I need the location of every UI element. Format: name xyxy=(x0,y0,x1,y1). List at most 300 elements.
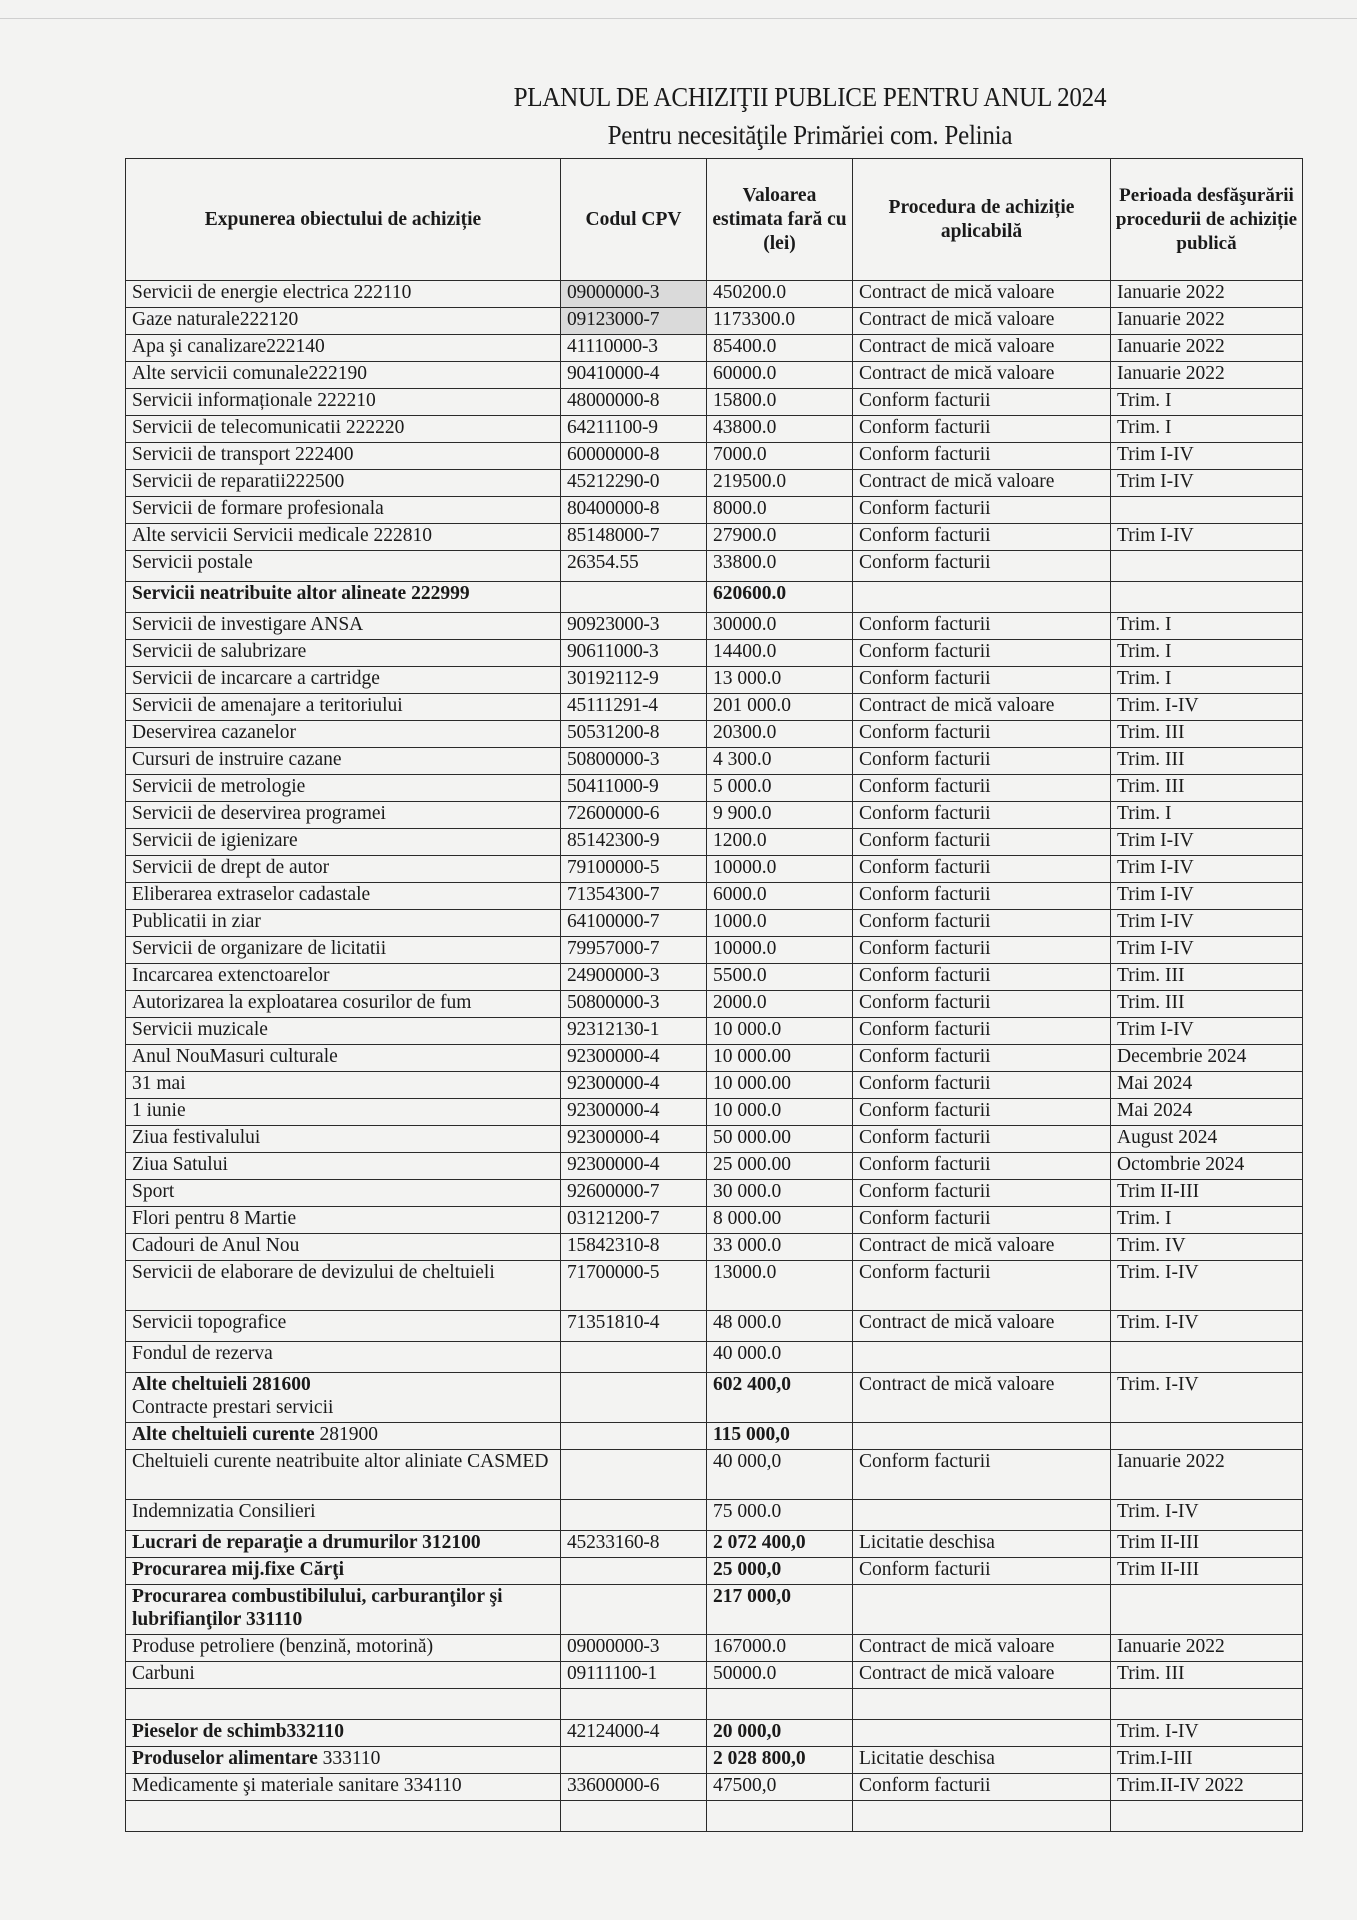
cell-obiect: 1 iunie xyxy=(126,1099,561,1126)
cell-valoare: 602 400,0 xyxy=(707,1373,853,1423)
table-row xyxy=(126,308,1303,335)
cell-valoare: 33800.0 xyxy=(707,551,853,582)
cell-procedura: Conform facturii xyxy=(853,551,1111,582)
cell-valoare: 15800.0 xyxy=(707,389,853,416)
cell-procedura: Conform facturii xyxy=(853,856,1111,883)
cell-valoare: 30 000.0 xyxy=(707,1180,853,1207)
cell-valoare: 7000.0 xyxy=(707,443,853,470)
cell-cpv: 92300000-4 xyxy=(561,1099,707,1126)
cell-procedura: Conform facturii xyxy=(853,883,1111,910)
document-subtitle: Pentru necesităţile Primăriei com. Pelinia xyxy=(607,120,1013,150)
table-row xyxy=(126,524,1303,551)
cell-cpv xyxy=(561,1747,707,1774)
table-row xyxy=(126,1747,1303,1774)
table-row xyxy=(126,470,1303,497)
cell-obiect: Alte servicii comunale222190 xyxy=(126,362,561,389)
cell-procedura: Conform facturii xyxy=(853,1153,1111,1180)
cell-procedura: Conform facturii xyxy=(853,1774,1111,1801)
table-row xyxy=(126,613,1303,640)
cell-obiect: Alte servicii Servicii medicale 222810 xyxy=(126,524,561,551)
cell-obiect: Procurarea mij.fixe Cărţi xyxy=(126,1558,561,1585)
header-perioada: Perioada desfăşurării procedurii de achiziție publică xyxy=(1111,159,1303,281)
cell-cpv xyxy=(561,1450,707,1500)
table-row xyxy=(126,1423,1303,1450)
cell-cpv: 03121200-7 xyxy=(561,1207,707,1234)
cell-cpv: 72600000-6 xyxy=(561,802,707,829)
cell-perioada: Trim II-III xyxy=(1111,1531,1303,1558)
cell-valoare: 2 028 800,0 xyxy=(707,1747,853,1774)
cell-procedura: Licitatie deschisa xyxy=(853,1747,1111,1774)
cell-perioada: Trim. I-IV xyxy=(1111,1311,1303,1342)
table-row xyxy=(126,1126,1303,1153)
cell-valoare: 219500.0 xyxy=(707,470,853,497)
cell-cpv: 30192112-9 xyxy=(561,667,707,694)
cell-valoare: 47500,0 xyxy=(707,1774,853,1801)
cell-procedura: Conform facturii xyxy=(853,1018,1111,1045)
cell-obiect: Servicii de elaborare de devizului de cheltuieli xyxy=(126,1261,561,1311)
header-valoare: Valoarea estimata fară cu (lei) xyxy=(707,159,853,281)
obiect-label: 333110 xyxy=(317,1748,381,1769)
cell-cpv: 45233160-8 xyxy=(561,1531,707,1558)
cell-perioada: Trim.I-III xyxy=(1111,1747,1303,1774)
cell-cpv: 50800000-3 xyxy=(561,748,707,775)
cell-perioada xyxy=(1111,1423,1303,1450)
cell-procedura: Conform facturii xyxy=(853,802,1111,829)
cell-cpv: 92300000-4 xyxy=(561,1045,707,1072)
cell-obiect: Indemnizatia Consilieri xyxy=(126,1500,561,1531)
cell-cpv xyxy=(561,1689,707,1720)
cell-perioada: Mai 2024 xyxy=(1111,1072,1303,1099)
cell-perioada: Ianuarie 2022 xyxy=(1111,335,1303,362)
cell-cpv: 79957000-7 xyxy=(561,937,707,964)
cell-procedura: Contract de mică valoare xyxy=(853,1234,1111,1261)
cell-perioada: Trim. III xyxy=(1111,721,1303,748)
cell-cpv xyxy=(561,1558,707,1585)
cell-procedura: Licitatie deschisa xyxy=(853,1531,1111,1558)
cell-cpv: 41110000-3 xyxy=(561,335,707,362)
cell-cpv: 80400000-8 xyxy=(561,497,707,524)
cell-obiect: Deservirea cazanelor xyxy=(126,721,561,748)
table-header-row xyxy=(126,159,1303,281)
cell-cpv: 85142300-9 xyxy=(561,829,707,856)
table-row xyxy=(126,883,1303,910)
cell-procedura: Conform facturii xyxy=(853,416,1111,443)
table-row xyxy=(126,1558,1303,1585)
cell-cpv: 92312130-1 xyxy=(561,1018,707,1045)
table-row xyxy=(126,802,1303,829)
cell-perioada: Trim I-IV xyxy=(1111,937,1303,964)
cell-perioada: Trim II-III xyxy=(1111,1558,1303,1585)
table-row xyxy=(126,1450,1303,1500)
cell-perioada: Trim. I xyxy=(1111,416,1303,443)
cell-procedura: Contract de mică valoare xyxy=(853,470,1111,497)
table-row xyxy=(126,281,1303,308)
cell-procedura xyxy=(853,1689,1111,1720)
table-row xyxy=(126,1500,1303,1531)
cell-perioada: Trim I-IV xyxy=(1111,524,1303,551)
cell-valoare: 10 000.00 xyxy=(707,1045,853,1072)
cell-valoare: 13 000.0 xyxy=(707,667,853,694)
cell-perioada: Trim II-III xyxy=(1111,1180,1303,1207)
cell-perioada: Ianuarie 2022 xyxy=(1111,362,1303,389)
table-row xyxy=(126,640,1303,667)
cell-procedura: Conform facturii xyxy=(853,1072,1111,1099)
table-row xyxy=(126,1311,1303,1342)
cell-valoare: 9 900.0 xyxy=(707,802,853,829)
table-row xyxy=(126,1635,1303,1662)
cell-perioada xyxy=(1111,497,1303,524)
cell-cpv xyxy=(561,1342,707,1373)
cell-cpv: 79100000-5 xyxy=(561,856,707,883)
header-obiect: Expunerea obiectului de achiziție xyxy=(126,159,561,281)
table-row xyxy=(126,1261,1303,1311)
table-row xyxy=(126,389,1303,416)
cell-valoare: 85400.0 xyxy=(707,335,853,362)
table-row xyxy=(126,1531,1303,1558)
cell-obiect xyxy=(126,1373,561,1423)
table-row xyxy=(126,1720,1303,1747)
cell-perioada: Octombrie 2024 xyxy=(1111,1153,1303,1180)
table-row xyxy=(126,721,1303,748)
cell-obiect: Servicii topografice xyxy=(126,1311,561,1342)
cell-valoare: 1200.0 xyxy=(707,829,853,856)
cell-valoare: 40 000.0 xyxy=(707,1342,853,1373)
cell-cpv: 09000000-3 xyxy=(561,1635,707,1662)
cell-perioada: Trim. I-IV xyxy=(1111,1373,1303,1423)
cell-obiect: Fondul de rezerva xyxy=(126,1342,561,1373)
cell-cpv: 71351810-4 xyxy=(561,1311,707,1342)
cell-obiect: Servicii informaționale 222210 xyxy=(126,389,561,416)
cell-cpv: 48000000-8 xyxy=(561,389,707,416)
cell-procedura: Conform facturii xyxy=(853,1045,1111,1072)
cell-valoare: 27900.0 xyxy=(707,524,853,551)
cell-valoare: 50000.0 xyxy=(707,1662,853,1689)
table-row xyxy=(126,667,1303,694)
cell-valoare: 43800.0 xyxy=(707,416,853,443)
obiect-label: Contracte prestari servicii xyxy=(132,1397,334,1418)
cell-obiect: Anul NouMasuri culturale xyxy=(126,1045,561,1072)
cell-procedura xyxy=(853,1500,1111,1531)
cell-obiect: Apa şi canalizare222140 xyxy=(126,335,561,362)
table-row xyxy=(126,1153,1303,1180)
cell-procedura xyxy=(853,1342,1111,1373)
cell-perioada: August 2024 xyxy=(1111,1126,1303,1153)
cell-obiect: Produse petroliere (benzină, motorină) xyxy=(126,1635,561,1662)
cell-cpv: 09000000-3 xyxy=(561,281,707,308)
cell-procedura: Conform facturii xyxy=(853,775,1111,802)
cell-cpv: 60000000-8 xyxy=(561,443,707,470)
table-row xyxy=(126,1045,1303,1072)
cell-perioada xyxy=(1111,582,1303,613)
cell-cpv: 50800000-3 xyxy=(561,991,707,1018)
cell-procedura: Conform facturii xyxy=(853,910,1111,937)
cell-cpv: 85148000-7 xyxy=(561,524,707,551)
cell-obiect: Carbuni xyxy=(126,1662,561,1689)
cell-cpv: 92300000-4 xyxy=(561,1153,707,1180)
cell-cpv: 45111291-4 xyxy=(561,694,707,721)
cell-procedura: Contract de mică valoare xyxy=(853,1662,1111,1689)
cell-obiect: Medicamente şi materiale sanitare 334110 xyxy=(126,1774,561,1801)
cell-perioada: Trim. IV xyxy=(1111,1234,1303,1261)
table-row xyxy=(126,1234,1303,1261)
table-row xyxy=(126,1585,1303,1635)
cell-valoare: 2000.0 xyxy=(707,991,853,1018)
cell-perioada: Trim I-IV xyxy=(1111,910,1303,937)
table-row xyxy=(126,1207,1303,1234)
table-row xyxy=(126,582,1303,613)
cell-procedura: Conform facturii xyxy=(853,721,1111,748)
cell-cpv xyxy=(561,1801,707,1832)
cell-valoare xyxy=(707,1801,853,1832)
cell-perioada: Trim. I-IV xyxy=(1111,1720,1303,1747)
cell-procedura: Conform facturii xyxy=(853,829,1111,856)
cell-obiect: Autorizarea la exploatarea cosurilor de fum xyxy=(126,991,561,1018)
table-row xyxy=(126,1774,1303,1801)
cell-procedura: Conform facturii xyxy=(853,524,1111,551)
table-row xyxy=(126,497,1303,524)
cell-obiect: Cheltuieli curente neatribuite altor aliniate CASMED xyxy=(126,1450,561,1500)
cell-perioada: Trim. I xyxy=(1111,640,1303,667)
cell-procedura: Conform facturii xyxy=(853,613,1111,640)
cell-obiect: Servicii de deservirea programei xyxy=(126,802,561,829)
cell-cpv: 24900000-3 xyxy=(561,964,707,991)
cell-perioada: Trim. III xyxy=(1111,964,1303,991)
cell-procedura: Conform facturii xyxy=(853,443,1111,470)
cell-obiect xyxy=(126,1801,561,1832)
cell-valoare: 1000.0 xyxy=(707,910,853,937)
cell-procedura: Conform facturii xyxy=(853,389,1111,416)
cell-cpv: 26354.55 xyxy=(561,551,707,582)
cell-cpv: 45212290-0 xyxy=(561,470,707,497)
table-row xyxy=(126,1801,1303,1832)
cell-valoare: 6000.0 xyxy=(707,883,853,910)
cell-procedura: Conform facturii xyxy=(853,1558,1111,1585)
cell-perioada: Trim.II-IV 2022 xyxy=(1111,1774,1303,1801)
cell-procedura: Conform facturii xyxy=(853,991,1111,1018)
cell-valoare: 14400.0 xyxy=(707,640,853,667)
cell-procedura: Contract de mică valoare xyxy=(853,335,1111,362)
table-row xyxy=(126,335,1303,362)
cell-cpv: 33600000-6 xyxy=(561,1774,707,1801)
cell-cpv: 92300000-4 xyxy=(561,1072,707,1099)
cell-procedura: Conform facturii xyxy=(853,667,1111,694)
cell-perioada xyxy=(1111,1585,1303,1635)
cell-valoare: 13000.0 xyxy=(707,1261,853,1311)
cell-perioada: Ianuarie 2022 xyxy=(1111,308,1303,335)
cell-perioada xyxy=(1111,1342,1303,1373)
cell-procedura: Conform facturii xyxy=(853,1126,1111,1153)
table-row xyxy=(126,856,1303,883)
cell-valoare: 20300.0 xyxy=(707,721,853,748)
cell-procedura: Conform facturii xyxy=(853,1207,1111,1234)
cell-perioada: Trim. I-IV xyxy=(1111,694,1303,721)
cell-valoare: 60000.0 xyxy=(707,362,853,389)
table-row xyxy=(126,1072,1303,1099)
cell-valoare: 50 000.00 xyxy=(707,1126,853,1153)
cell-perioada: Trim I-IV xyxy=(1111,470,1303,497)
cell-valoare: 40 000,0 xyxy=(707,1450,853,1500)
cell-valoare: 8 000.00 xyxy=(707,1207,853,1234)
cell-valoare: 450200.0 xyxy=(707,281,853,308)
cell-obiect: Servicii de incarcare a cartridge xyxy=(126,667,561,694)
cell-valoare: 20 000,0 xyxy=(707,1720,853,1747)
cell-cpv xyxy=(561,582,707,613)
cell-perioada: Trim I-IV xyxy=(1111,856,1303,883)
cell-cpv: 64211100-9 xyxy=(561,416,707,443)
cell-valoare: 33 000.0 xyxy=(707,1234,853,1261)
cell-obiect: Servicii de igienizare xyxy=(126,829,561,856)
cell-valoare: 8000.0 xyxy=(707,497,853,524)
cell-perioada xyxy=(1111,1689,1303,1720)
cell-cpv: 50411000-9 xyxy=(561,775,707,802)
table-row xyxy=(126,1018,1303,1045)
cell-procedura xyxy=(853,1801,1111,1832)
cell-obiect: Lucrari de reparaţie a drumurilor 312100 xyxy=(126,1531,561,1558)
obiect-bold-label: Alte cheltuieli 281600 xyxy=(132,1374,311,1395)
cell-procedura: Contract de mică valoare xyxy=(853,1311,1111,1342)
cell-obiect: Servicii de telecomunicatii 222220 xyxy=(126,416,561,443)
cell-valoare: 217 000,0 xyxy=(707,1585,853,1635)
obiect-label: 281900 xyxy=(314,1424,379,1445)
cell-cpv: 71700000-5 xyxy=(561,1261,707,1311)
procurement-plan-table xyxy=(125,158,1303,1832)
cell-valoare: 1173300.0 xyxy=(707,308,853,335)
table-row xyxy=(126,1662,1303,1689)
table-row xyxy=(126,829,1303,856)
cell-cpv: 92600000-7 xyxy=(561,1180,707,1207)
cell-cpv: 42124000-4 xyxy=(561,1720,707,1747)
cell-obiect: Servicii neatribuite altor alineate 222999 xyxy=(126,582,561,613)
cell-valoare: 10000.0 xyxy=(707,856,853,883)
cell-procedura: Conform facturii xyxy=(853,748,1111,775)
table-row xyxy=(126,1099,1303,1126)
cell-perioada: Trim. III xyxy=(1111,1662,1303,1689)
cell-perioada: Trim. I xyxy=(1111,1207,1303,1234)
cell-obiect: 31 mai xyxy=(126,1072,561,1099)
cell-perioada: Trim I-IV xyxy=(1111,829,1303,856)
cell-valoare: 48 000.0 xyxy=(707,1311,853,1342)
cell-procedura xyxy=(853,1585,1111,1635)
cell-obiect: Sport xyxy=(126,1180,561,1207)
cell-perioada: Trim. I xyxy=(1111,389,1303,416)
cell-valoare: 5500.0 xyxy=(707,964,853,991)
cell-perioada: Ianuarie 2022 xyxy=(1111,281,1303,308)
cell-obiect: Servicii de salubrizare xyxy=(126,640,561,667)
cell-obiect xyxy=(126,1747,561,1774)
cell-obiect: Procurarea combustibilului, carburanţilor şi lubrifianţilor 331110 xyxy=(126,1585,561,1635)
cell-cpv xyxy=(561,1373,707,1423)
document-title: PLANUL DE ACHIZIŢII PUBLICE PENTRU ANUL 2024 xyxy=(513,82,1107,112)
cell-obiect: Servicii de formare profesionala xyxy=(126,497,561,524)
cell-cpv: 90923000-3 xyxy=(561,613,707,640)
cell-obiect: Cadouri de Anul Nou xyxy=(126,1234,561,1261)
cell-obiect: Ziua festivalului xyxy=(126,1126,561,1153)
cell-procedura: Conform facturii xyxy=(853,640,1111,667)
cell-procedura: Contract de mică valoare xyxy=(853,1635,1111,1662)
table-body xyxy=(126,281,1303,1832)
cell-obiect: Ziua Satului xyxy=(126,1153,561,1180)
cell-obiect: Servicii postale xyxy=(126,551,561,582)
cell-procedura: Contract de mică valoare xyxy=(853,694,1111,721)
cell-cpv: 90611000-3 xyxy=(561,640,707,667)
cell-procedura: Conform facturii xyxy=(853,937,1111,964)
cell-cpv: 90410000-4 xyxy=(561,362,707,389)
table-row xyxy=(126,910,1303,937)
cell-valoare xyxy=(707,1689,853,1720)
table-row xyxy=(126,443,1303,470)
cell-obiect: Gaze naturale222120 xyxy=(126,308,561,335)
cell-valoare: 4 300.0 xyxy=(707,748,853,775)
cell-obiect: Publicatii in ziar xyxy=(126,910,561,937)
cell-procedura xyxy=(853,1423,1111,1450)
cell-perioada: Mai 2024 xyxy=(1111,1099,1303,1126)
table-row xyxy=(126,416,1303,443)
cell-obiect: Servicii de transport 222400 xyxy=(126,443,561,470)
table-row xyxy=(126,1373,1303,1423)
cell-perioada: Trim. III xyxy=(1111,991,1303,1018)
cell-obiect: Servicii de amenajare a teritoriului xyxy=(126,694,561,721)
cell-obiect: Servicii de energie electrica 222110 xyxy=(126,281,561,308)
table-row xyxy=(126,964,1303,991)
cell-valoare: 5 000.0 xyxy=(707,775,853,802)
cell-obiect: Eliberarea extraselor cadastale xyxy=(126,883,561,910)
cell-obiect: Servicii de reparatii222500 xyxy=(126,470,561,497)
cell-perioada: Trim. I-IV xyxy=(1111,1261,1303,1311)
cell-procedura: Conform facturii xyxy=(853,1180,1111,1207)
table-row xyxy=(126,937,1303,964)
cell-procedura: Contract de mică valoare xyxy=(853,308,1111,335)
cell-valoare: 167000.0 xyxy=(707,1635,853,1662)
cell-perioada: Trim. III xyxy=(1111,775,1303,802)
cell-valoare: 10 000.0 xyxy=(707,1099,853,1126)
cell-perioada: Ianuarie 2022 xyxy=(1111,1635,1303,1662)
cell-perioada: Trim I-IV xyxy=(1111,883,1303,910)
cell-procedura: Contract de mică valoare xyxy=(853,1373,1111,1423)
cell-valoare: 25 000,0 xyxy=(707,1558,853,1585)
cell-procedura xyxy=(853,1720,1111,1747)
cell-procedura: Contract de mică valoare xyxy=(853,362,1111,389)
table-row xyxy=(126,1180,1303,1207)
table-row xyxy=(126,362,1303,389)
cell-obiect: Servicii de metrologie xyxy=(126,775,561,802)
header-procedura: Procedura de achiziție aplicabilă xyxy=(853,159,1111,281)
obiect-bold-label: Alte cheltuieli curente xyxy=(132,1424,315,1445)
cell-cpv: 64100000-7 xyxy=(561,910,707,937)
cell-valoare: 75 000.0 xyxy=(707,1500,853,1531)
cell-cpv: 71354300-7 xyxy=(561,883,707,910)
cell-valoare: 10000.0 xyxy=(707,937,853,964)
header-cpv: Codul CPV xyxy=(561,159,707,281)
cell-cpv: 92300000-4 xyxy=(561,1126,707,1153)
cell-valoare: 2 072 400,0 xyxy=(707,1531,853,1558)
cell-procedura: Conform facturii xyxy=(853,1099,1111,1126)
cell-perioada: Trim I-IV xyxy=(1111,443,1303,470)
cell-obiect: Servicii de drept de autor xyxy=(126,856,561,883)
cell-procedura: Conform facturii xyxy=(853,1261,1111,1311)
cell-cpv: 09123000-7 xyxy=(561,308,707,335)
cell-obiect: Servicii de organizare de licitatii xyxy=(126,937,561,964)
obiect-bold-label: Produselor alimentare xyxy=(132,1748,318,1769)
cell-valoare: 30000.0 xyxy=(707,613,853,640)
cell-obiect: Incarcarea extenctoarelor xyxy=(126,964,561,991)
scan-edge-line xyxy=(0,18,1357,19)
cell-perioada: Trim. I-IV xyxy=(1111,1500,1303,1531)
table-row xyxy=(126,775,1303,802)
cell-cpv xyxy=(561,1585,707,1635)
cell-perioada: Trim. I xyxy=(1111,613,1303,640)
cell-procedura: Conform facturii xyxy=(853,964,1111,991)
cell-cpv xyxy=(561,1423,707,1450)
